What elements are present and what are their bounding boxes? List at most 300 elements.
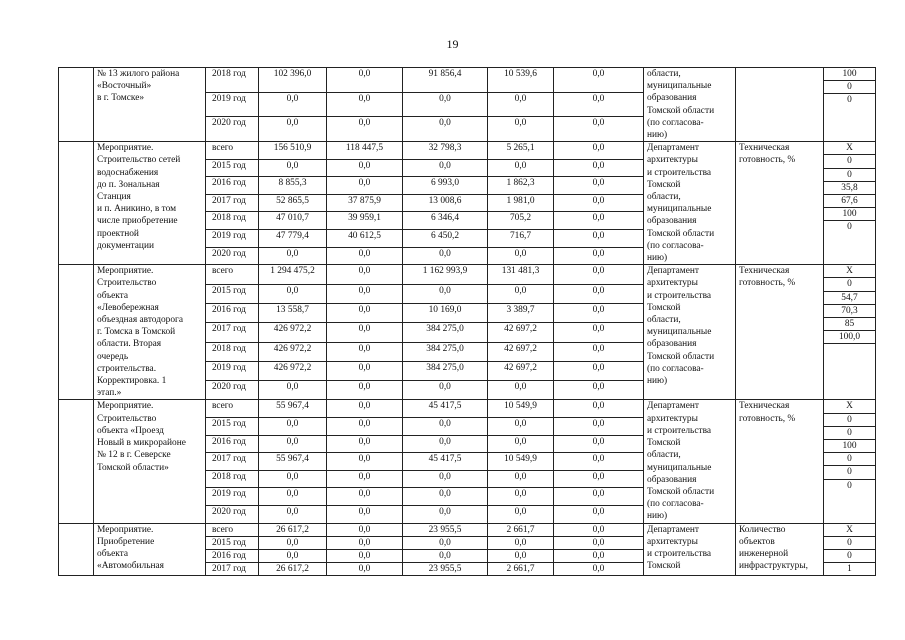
responsible-line: области,	[647, 192, 681, 203]
activity-name-line: Корректировка. 1	[97, 376, 167, 387]
year-cell: 2017 год	[206, 194, 259, 212]
responsible-line: Департамент	[647, 266, 699, 277]
amount-cell: 0,0	[327, 68, 403, 93]
year-cell: 2015 год	[206, 418, 259, 436]
table-row	[59, 265, 876, 284]
activity-name-cell	[94, 400, 206, 523]
amount-cell: 0,0	[554, 549, 644, 562]
responsible-line: архитектуры	[647, 536, 698, 547]
indicator-value: 85	[824, 318, 875, 331]
responsible-line: и строительства	[647, 167, 712, 178]
amount-cell: 13 008,6	[403, 194, 488, 212]
responsible-cell	[644, 400, 736, 523]
indicator-values-cell	[824, 523, 876, 576]
amount-cell: 0,0	[403, 536, 488, 549]
year-cell: 2016 год	[206, 435, 259, 453]
responsible-line: Томской области	[647, 228, 715, 239]
amount-cell: 0,0	[488, 549, 554, 562]
amount-cell: 384 275,0	[403, 342, 488, 361]
amount-cell: 426 972,2	[259, 361, 327, 380]
amount-cell: 0,0	[327, 361, 403, 380]
amount-cell: 0,0	[403, 159, 488, 177]
responsible-line: Томской области	[647, 486, 715, 497]
amount-cell: 0,0	[327, 381, 403, 400]
amount-cell: 0,0	[488, 284, 554, 303]
responsible-line: архитектуры	[647, 413, 698, 424]
amount-cell: 45 417,5	[403, 400, 488, 418]
activity-name-cell	[94, 68, 206, 142]
amount-cell: 45 417,5	[403, 453, 488, 471]
activity-name-line: Строительство сетей	[97, 155, 181, 166]
indicator-line: Техническая	[739, 401, 790, 412]
amount-cell: 426 972,2	[259, 342, 327, 361]
amount-cell: 0,0	[327, 563, 403, 576]
indicator-line: Техническая	[739, 266, 790, 277]
indicator-cell	[736, 523, 824, 576]
indicator-line: Техническая	[739, 143, 790, 154]
year-cell: 2017 год	[206, 453, 259, 471]
indicator-line: инженерной	[739, 548, 789, 559]
amount-cell: 0,0	[554, 361, 644, 380]
table-row	[59, 400, 876, 418]
year-cell: 2015 год	[206, 159, 259, 177]
amount-cell: 156 510,9	[259, 142, 327, 160]
amount-cell: 10 549,9	[488, 453, 554, 471]
amount-cell: 0,0	[403, 247, 488, 265]
indicator-value: 0	[847, 95, 852, 106]
amount-cell: 0,0	[554, 523, 644, 536]
row-number-cell	[59, 523, 94, 576]
amount-cell: 0,0	[554, 563, 644, 576]
year-cell: 2019 год	[206, 230, 259, 248]
responsible-cell	[644, 265, 736, 400]
amount-cell: 0,0	[554, 323, 644, 342]
responsible-line: Департамент	[647, 143, 699, 154]
amount-cell: 0,0	[259, 536, 327, 549]
activity-name-line: «Восточный»	[97, 81, 152, 92]
indicator-line: Количество	[739, 524, 786, 535]
amount-cell: 0,0	[554, 536, 644, 549]
amount-cell: 0,0	[327, 536, 403, 549]
activity-name-line: «Левобережная	[97, 302, 159, 313]
amount-cell: 42 697,2	[488, 361, 554, 380]
responsible-line: нию)	[647, 253, 668, 264]
amount-cell: 0,0	[554, 265, 644, 284]
indicator-values-cell	[824, 68, 876, 142]
activity-name-line: водоснабжения	[97, 167, 159, 178]
amount-cell: 26 617,2	[259, 563, 327, 576]
indicator-value: X	[824, 524, 875, 537]
activity-name-line: объекта	[97, 548, 129, 559]
year-cell: 2019 год	[206, 92, 259, 117]
year-cell: всего	[206, 523, 259, 536]
amount-cell: 0,0	[488, 117, 554, 142]
amount-cell: 2 661,7	[488, 563, 554, 576]
amount-cell: 1 294 475,2	[259, 265, 327, 284]
amount-cell: 0,0	[327, 265, 403, 284]
amount-cell: 0,0	[554, 284, 644, 303]
year-cell: 2020 год	[206, 117, 259, 142]
activity-name-line: Строительство	[97, 413, 157, 424]
indicator-values-cell	[824, 265, 876, 400]
indicator-value: 0	[847, 480, 852, 491]
amount-cell: 6 346,4	[403, 212, 488, 230]
activity-name-line: Мероприятие.	[97, 524, 154, 535]
indicator-value: 100,0	[824, 331, 875, 344]
amount-cell: 0,0	[327, 400, 403, 418]
indicator-value: 0	[824, 278, 875, 291]
amount-cell: 0,0	[327, 303, 403, 322]
row-number-cell	[59, 400, 94, 523]
amount-cell: 0,0	[554, 488, 644, 506]
activity-name-line: строительства.	[97, 363, 157, 374]
amount-cell: 91 856,4	[403, 68, 488, 93]
responsible-cell	[644, 68, 736, 142]
amount-cell: 0,0	[327, 470, 403, 488]
amount-cell: 23 955,5	[403, 563, 488, 576]
amount-cell: 0,0	[259, 470, 327, 488]
year-cell: 2019 год	[206, 488, 259, 506]
table-body	[59, 68, 876, 576]
amount-cell: 47 779,4	[259, 230, 327, 248]
amount-cell: 23 955,5	[403, 523, 488, 536]
amount-cell: 0,0	[554, 177, 644, 195]
amount-cell: 0,0	[488, 247, 554, 265]
amount-cell: 0,0	[554, 230, 644, 248]
activity-name-line: до п. Зональная	[97, 179, 160, 190]
amount-cell: 10 539,6	[488, 68, 554, 93]
amount-cell: 0,0	[403, 284, 488, 303]
amount-cell: 0,0	[259, 92, 327, 117]
amount-cell: 0,0	[488, 470, 554, 488]
amount-cell: 0,0	[327, 342, 403, 361]
amount-cell: 0,0	[327, 159, 403, 177]
indicator-values-cell	[824, 400, 876, 523]
amount-cell: 0,0	[259, 159, 327, 177]
responsible-line: и строительства	[647, 548, 712, 559]
amount-cell: 384 275,0	[403, 323, 488, 342]
activity-name-line: и п. Аникино, в том	[97, 204, 177, 215]
indicator-cell	[736, 400, 824, 523]
amount-cell: 0,0	[488, 435, 554, 453]
indicator-value: X	[824, 142, 875, 155]
amount-cell: 0,0	[554, 418, 644, 436]
amount-cell: 0,0	[554, 400, 644, 418]
indicator-value: 0	[824, 169, 875, 182]
responsible-line: образования	[647, 474, 697, 485]
year-cell: 2015 год	[206, 284, 259, 303]
year-cell: 2016 год	[206, 303, 259, 322]
year-cell: 2020 год	[206, 381, 259, 400]
amount-cell: 0,0	[554, 470, 644, 488]
year-cell: 2018 год	[206, 342, 259, 361]
amount-cell: 39 959,1	[327, 212, 403, 230]
year-cell: 2018 год	[206, 470, 259, 488]
amount-cell: 0,0	[488, 505, 554, 523]
activity-name-line: Станция	[97, 192, 131, 203]
amount-cell: 0,0	[554, 212, 644, 230]
indicator-value	[824, 344, 875, 356]
table-row	[59, 68, 876, 93]
amount-cell: 716,7	[488, 230, 554, 248]
amount-cell: 0,0	[554, 453, 644, 471]
year-cell: 2017 год	[206, 563, 259, 576]
activity-name-line: Приобретение	[97, 536, 155, 547]
responsible-line: нию)	[647, 376, 668, 387]
activity-name-cell	[94, 265, 206, 400]
year-cell: 2016 год	[206, 549, 259, 562]
amount-cell: 2 661,7	[488, 523, 554, 536]
indicator-value: 0	[824, 414, 875, 427]
indicator-value: 100	[824, 440, 875, 453]
amount-cell: 6 993,0	[403, 177, 488, 195]
year-cell: 2020 год	[206, 505, 259, 523]
year-cell: 2018 год	[206, 212, 259, 230]
activity-name-line: области. Вторая	[97, 339, 162, 350]
amount-cell: 0,0	[327, 323, 403, 342]
responsible-line: (по согласова-	[647, 117, 704, 128]
amount-cell: 0,0	[327, 92, 403, 117]
amount-cell: 0,0	[554, 92, 644, 117]
amount-cell: 0,0	[403, 505, 488, 523]
amount-cell: 42 697,2	[488, 323, 554, 342]
amount-cell: 0,0	[259, 247, 327, 265]
amount-cell: 0,0	[259, 505, 327, 523]
year-cell: всего	[206, 265, 259, 284]
row-number-cell	[59, 68, 94, 142]
activity-name-line: № 13 жилого района	[97, 69, 180, 79]
amount-cell: 0,0	[488, 159, 554, 177]
amount-cell: 0,0	[327, 453, 403, 471]
indicator-value: 35,8	[824, 182, 875, 195]
responsible-line: Департамент	[647, 401, 699, 412]
amount-cell: 55 967,4	[259, 453, 327, 471]
amount-cell: 0,0	[554, 194, 644, 212]
indicator-value: 0	[824, 537, 875, 550]
amount-cell: 10 549,9	[488, 400, 554, 418]
year-cell: 2018 год	[206, 68, 259, 93]
indicator-value: X	[824, 400, 875, 413]
amount-cell: 0,0	[327, 505, 403, 523]
amount-cell: 102 396,0	[259, 68, 327, 93]
responsible-line: муниципальные	[647, 204, 712, 215]
indicator-value: 67,6	[824, 195, 875, 208]
responsible-line: области,	[647, 69, 681, 79]
activity-name-line: объекта	[97, 290, 129, 301]
amount-cell: 384 275,0	[403, 361, 488, 380]
indicator-cell	[736, 142, 824, 265]
amount-cell: 1 162 993,9	[403, 265, 488, 284]
amount-cell: 0,0	[554, 303, 644, 322]
program-table	[58, 67, 876, 576]
year-cell: 2015 год	[206, 536, 259, 549]
amount-cell: 40 612,5	[327, 230, 403, 248]
table-row	[59, 142, 876, 160]
indicator-cell	[736, 68, 824, 142]
activity-name-line: г. Томска в Томской	[97, 327, 176, 338]
indicator-value: 54,7	[824, 292, 875, 305]
indicator-line: готовность, %	[739, 278, 796, 289]
indicator-line: готовность, %	[739, 413, 796, 424]
responsible-line: и строительства	[647, 425, 712, 436]
activity-name-cell	[94, 142, 206, 265]
responsible-line: нию)	[647, 511, 668, 522]
amount-cell: 0,0	[327, 549, 403, 562]
activity-name-line: этап.»	[97, 388, 122, 399]
amount-cell: 0,0	[403, 488, 488, 506]
amount-cell: 10 169,0	[403, 303, 488, 322]
amount-cell: 0,0	[327, 177, 403, 195]
amount-cell: 0,0	[259, 117, 327, 142]
amount-cell: 0,0	[554, 159, 644, 177]
indicator-cell	[736, 265, 824, 400]
responsible-line: (по согласова-	[647, 499, 704, 510]
responsible-line: Департамент	[647, 524, 699, 535]
indicator-value: 0	[847, 222, 852, 233]
responsible-line: (по согласова-	[647, 240, 704, 251]
responsible-line: области,	[647, 450, 681, 461]
amount-cell: 0,0	[259, 488, 327, 506]
year-cell: 2019 год	[206, 361, 259, 380]
page-number: 19	[446, 37, 459, 51]
amount-cell: 0,0	[403, 470, 488, 488]
amount-cell: 42 697,2	[488, 342, 554, 361]
amount-cell: 0,0	[259, 435, 327, 453]
indicator-value: 0	[824, 81, 875, 94]
amount-cell: 0,0	[488, 381, 554, 400]
amount-cell: 0,0	[554, 381, 644, 400]
amount-cell: 0,0	[327, 523, 403, 536]
amount-cell: 0,0	[327, 488, 403, 506]
amount-cell: 0,0	[554, 142, 644, 160]
activity-name-line: проектной	[97, 228, 139, 239]
responsible-line: и строительства	[647, 290, 712, 301]
responsible-line: муниципальные	[647, 327, 712, 338]
amount-cell: 0,0	[488, 488, 554, 506]
responsible-line: Томской области	[647, 351, 715, 362]
year-cell: 2017 год	[206, 323, 259, 342]
amount-cell: 705,2	[488, 212, 554, 230]
amount-cell: 47 010,7	[259, 212, 327, 230]
amount-cell: 0,0	[488, 418, 554, 436]
amount-cell: 0,0	[259, 418, 327, 436]
amount-cell: 0,0	[327, 418, 403, 436]
amount-cell: 0,0	[259, 549, 327, 562]
activity-name-line: Строительство	[97, 278, 157, 289]
responsible-line: образования	[647, 339, 697, 350]
amount-cell: 0,0	[554, 435, 644, 453]
amount-cell: 32 798,3	[403, 142, 488, 160]
indicator-value: 0	[824, 155, 875, 168]
row-number-cell	[59, 142, 94, 265]
amount-cell: 37 875,9	[327, 194, 403, 212]
responsible-cell	[644, 523, 736, 576]
indicator-value: X	[824, 265, 875, 278]
responsible-line: Томской	[647, 302, 681, 313]
amount-cell: 0,0	[327, 247, 403, 265]
amount-cell: 0,0	[403, 381, 488, 400]
amount-cell: 26 617,2	[259, 523, 327, 536]
amount-cell: 5 265,1	[488, 142, 554, 160]
amount-cell: 13 558,7	[259, 303, 327, 322]
activity-name-line: Мероприятие.	[97, 143, 154, 154]
activity-name-line: в г. Томске»	[97, 93, 145, 104]
indicator-value: 0	[824, 453, 875, 466]
indicator-value: 1	[847, 564, 852, 575]
responsible-line: архитектуры	[647, 155, 698, 166]
amount-cell: 0,0	[403, 92, 488, 117]
amount-cell: 55 967,4	[259, 400, 327, 418]
responsible-line: образования	[647, 93, 697, 104]
amount-cell: 0,0	[327, 284, 403, 303]
amount-cell: 0,0	[403, 435, 488, 453]
responsible-line: области,	[647, 315, 681, 326]
responsible-line: муниципальные	[647, 462, 712, 473]
amount-cell: 0,0	[554, 68, 644, 93]
activity-name-line: очередь	[97, 351, 129, 362]
indicator-line: объектов	[739, 536, 775, 547]
activity-name-line: Мероприятие.	[97, 266, 154, 277]
indicator-value: 100	[824, 208, 875, 221]
activity-name-line: объездная автодорога	[97, 315, 184, 326]
responsible-line: муниципальные	[647, 81, 712, 92]
activity-name-line: Новый в микрорайоне	[97, 438, 186, 449]
activity-name-cell	[94, 523, 206, 576]
amount-cell: 0,0	[259, 381, 327, 400]
amount-cell: 0,0	[403, 117, 488, 142]
amount-cell: 0,0	[403, 549, 488, 562]
amount-cell: 0,0	[403, 418, 488, 436]
amount-cell: 0,0	[488, 536, 554, 549]
responsible-line: Томской	[647, 179, 681, 190]
amount-cell: 1 981,0	[488, 194, 554, 212]
indicator-line: инфраструктуры,	[739, 561, 809, 572]
amount-cell: 0,0	[554, 342, 644, 361]
row-number-cell	[59, 265, 94, 400]
indicator-value: 100	[824, 68, 875, 81]
activity-name-line: Мероприятие.	[97, 401, 154, 412]
responsible-cell	[644, 142, 736, 265]
year-cell: 2020 год	[206, 247, 259, 265]
indicator-value: 0	[824, 466, 875, 479]
amount-cell: 0,0	[327, 435, 403, 453]
activity-name-line: Томской области»	[97, 462, 169, 473]
activity-name-line: № 12 в г. Северске	[97, 450, 171, 461]
indicator-value: 0	[824, 550, 875, 563]
amount-cell: 0,0	[259, 284, 327, 303]
indicator-value: 0	[824, 427, 875, 440]
year-cell: 2016 год	[206, 177, 259, 195]
responsible-line: образования	[647, 216, 697, 227]
table-row	[59, 523, 876, 536]
indicator-values-cell	[824, 142, 876, 265]
amount-cell: 131 481,3	[488, 265, 554, 284]
amount-cell: 0,0	[554, 247, 644, 265]
year-cell: всего	[206, 400, 259, 418]
indicator-value: 70,3	[824, 305, 875, 318]
amount-cell: 0,0	[327, 117, 403, 142]
activity-name-line: документации	[97, 240, 154, 251]
amount-cell: 1 862,3	[488, 177, 554, 195]
amount-cell: 0,0	[554, 505, 644, 523]
responsible-line: Томской	[647, 561, 681, 572]
indicator-line: готовность, %	[739, 155, 796, 166]
activity-name-line: «Автомобильная	[97, 561, 164, 572]
amount-cell: 8 855,3	[259, 177, 327, 195]
amount-cell: 3 389,7	[488, 303, 554, 322]
year-cell: всего	[206, 142, 259, 160]
amount-cell: 426 972,2	[259, 323, 327, 342]
